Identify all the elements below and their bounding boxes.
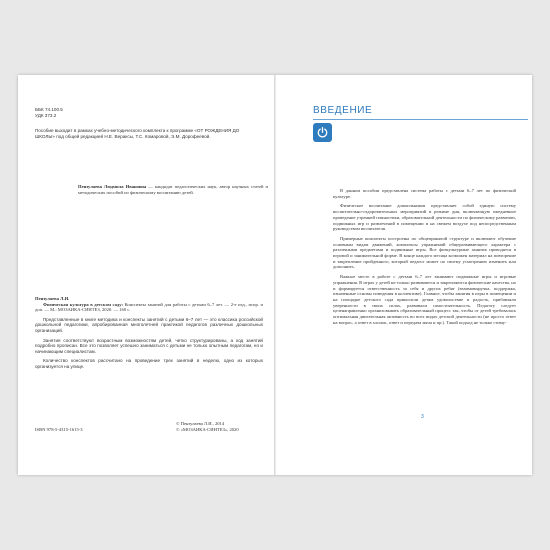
intro-paragraph-4: Важное место в работе с детьми 6–7 лет занимают подвижные игры и игровые упражнения. В играх у детей не только развиваются и закрепляются физические качества, но и формируется ответственность за себя и других ребят (взаимовыручка, поддержка, изначенные основы поведения в коллективе). Главное, чтобы занятия в игры в помещении и на площадке детского сада приносили детям удовольствие и радость, прибавляли уверенности в своих силах, развивали самостоятельность. Педагогу следует целенаправленно организовывать образовательный процесс так, чтобы от детей требовалась оптимальная двигательная активность во всех видах детской деятельности (не просто ответ на вопрос, а ответ в хлопок, ответ и передача мяча и пр.). Такой подход не только стиму- (333, 274, 516, 325)
author-bio-name: Пензулаева Людмила Ивановна (78, 184, 147, 189)
left-page (18, 75, 275, 475)
copyright-author: © Пензулаева Л.И., 2014 (176, 421, 225, 426)
intro-paragraph-2: Физическое воспитание дошкольников представляет собой единую систему воспитательно-оздоровительных мероприятий в режиме дня, включающую ежедневное проведение утренней гимнастики, образовательной деятельности по физическому развитию, подвижных игр и развлечений в помещении и на свежем воздухе под непосредственным руководством воспитателя. (333, 203, 516, 232)
author-bio-text: — кандидат педагогических наук, автор научных статей и методических пособий по физическому воспитанию детей. (78, 184, 268, 195)
right-page (275, 75, 532, 475)
classification-codes (35, 107, 63, 118)
isbn: ISBN 978-5-4315-1615-3 (35, 427, 83, 432)
heading-divider (313, 119, 528, 120)
chapter-heading: ВВЕДЕНИЕ (313, 105, 373, 116)
copyright-block (176, 421, 239, 432)
intro-paragraph-1: В данном пособии представлена система работы с детьми 6–7 лет по физической культуре. (333, 188, 516, 199)
catalog-title (35, 302, 263, 313)
series-note: Пособие выходит в рамках учебно-методического комплекта к программе «ОТ РОЖДЕНИЯ ДО ШКОЛЫ» под общей редакцией Н.Е. Вераксы, Т.С. Комаровой, Э.М. Дорофеевой. (35, 128, 240, 139)
annotation-paragraph-2: Занятия соответствуют возрастным возможностям детей, четко структурированы, а ход занятий подробно прописан. Все это позволяет успешно заниматься с детьми не только опытным педагогам, но и начинающим специалистам. (35, 337, 263, 354)
bbk-code: ББК 74.100.5 (35, 107, 63, 112)
annotation-paragraph-1: Представленные в книге методика и конспекты занятий с детьми 6–7 лет — это классика российской дошкольной педагогики, апробированная многолетней практикой педагогов различных дошкольных организаций. (35, 316, 263, 333)
catalog-record (35, 296, 263, 370)
intro-paragraph-3: Примерные конспекты построены по общепринятой структуре и включают обучение основным видам движений, комплексы упражнений общеразвивающего характера с различными предметами и подвижные игры. Все физкультурные занятия проводятся в игровой и занимательной форме. В конце каждого месяца козможен материал на повторение и закрепление пройденного, который педагог может по своему усмотрению изменить или дополнить. (333, 235, 516, 270)
introduction-text (333, 188, 516, 329)
udk-code: УДК 373.2 (35, 112, 57, 118)
power-icon (313, 123, 332, 142)
copyright-publisher: © «МОЗАИКА-СИНТЕЗ», 2020 (176, 426, 239, 432)
annotation-paragraph-3: Количество конспектов рассчитано на проведение трех занятий в неделю, одно из которых организуется на улице. (35, 358, 263, 369)
page-number: 3 (421, 414, 424, 420)
author-bio (78, 184, 268, 195)
catalog-title-rest: Конспекты занятий для работы с детьми 6–7 лет. — 2-е изд., испр. и доп. — М.: МОЗАИКА-СИНТЕЗ, 2020. — 160 с. (35, 301, 263, 313)
catalog-author: Пензулаева Л.И. (35, 296, 70, 301)
book-spread (18, 75, 532, 475)
catalog-title-bold: Физическая культура в детском саду: (43, 301, 123, 307)
